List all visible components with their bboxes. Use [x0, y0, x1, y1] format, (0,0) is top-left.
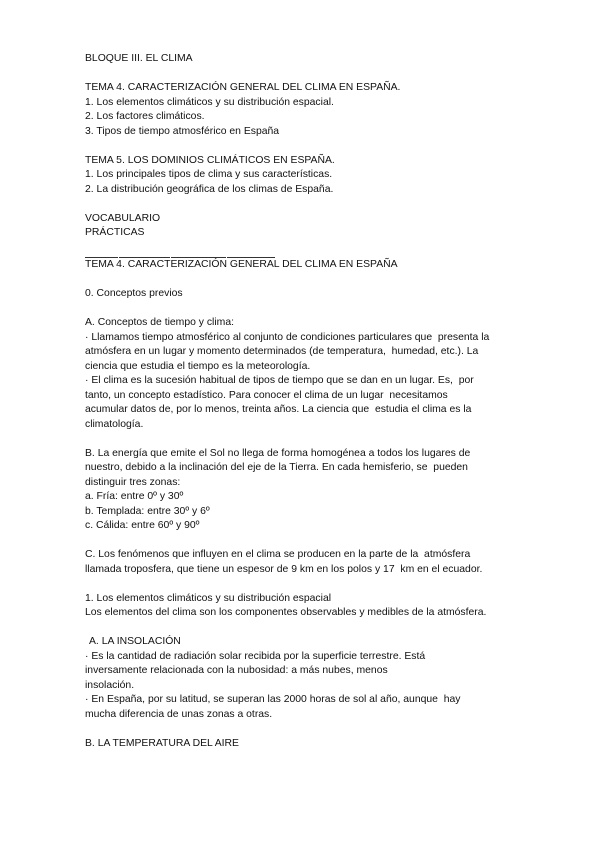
paragraph-line: llamada troposfera, que tiene un espesor de 9 km en los polos y 17 km en el ecuador. — [85, 563, 483, 575]
document-body — [85, 52, 525, 751]
paragraph-line: atmósfera en un lugar y momento determinados (de temperatura, humedad, etc.). La — [85, 346, 479, 357]
concepts-title: A. Conceptos de tiempo y clima: — [85, 317, 235, 328]
paragraph-line: · Llamamos tiempo atmosférico al conjunto de condiciones particulares que presenta la — [85, 331, 490, 343]
tema5-index-item: 1. Los principales tipos de clima y sus características. — [85, 169, 333, 180]
paragraph-line: · En España, por su latitud, se superan las 2000 horas de sol al año, aunque hay — [85, 694, 461, 705]
section1-title: 1. Los elementos climáticos y su distribución espacial — [85, 592, 332, 604]
paragraph-line: inversamente relacionada con la nubosidad: a más nubes, menos — [85, 665, 388, 676]
paragraph-line: B. La energía que emite el Sol no llega de forma homogénea a todos los lugares de — [85, 447, 471, 459]
paragraph-line: tanto, un concepto estadístico. Para conocer el clima de un lugar necesitamos — [85, 389, 448, 401]
section0-title: 0. Conceptos previos — [85, 288, 183, 299]
zone-item: a. Fría: entre 0º y 30º — [85, 491, 184, 502]
tema5-index-title: TEMA 5. LOS DOMINIOS CLIMÁTICOS EN ESPAÑA. — [85, 154, 335, 166]
paragraph-line: · Es la cantidad de radiación solar recibida por la superficie terrestre. Está — [85, 650, 426, 662]
paragraph-line: climatología. — [85, 418, 144, 430]
paragraph-line: ciencia que estudia el tiempo es la meteorología. — [85, 360, 311, 372]
zone-item: c. Cálida: entre 60º y 90º — [85, 520, 200, 531]
tema4-index-item: 3. Tipos de tiempo atmosférico en España — [85, 125, 280, 137]
paragraph-line: · El clima es la sucesión habitual de tipos de tiempo que se dan en un lugar. Es, por — [85, 375, 474, 386]
block-title: BLOQUE III. EL CLIMA — [85, 53, 193, 64]
tema4-index-item: 2. Los factores climáticos. — [85, 111, 205, 122]
temperatura-title: B. LA TEMPERATURA DEL AIRE — [85, 737, 239, 749]
insolacion-title: A. LA INSOLACIÓN — [89, 636, 181, 647]
practicas-label: PRÁCTICAS — [85, 227, 145, 238]
tema4-heading: TEMA 4. CARACTERIZACIÓN GENERAL DEL CLIMA EN ESPAÑA — [85, 259, 398, 270]
paragraph-line: mucha diferencia de unas zonas a otras. — [85, 708, 273, 720]
tema4-index-title: TEMA 4. CARACTERIZACIÓN GENERAL DEL CLIMA EN ESPAÑA. — [85, 82, 401, 93]
tema5-index-item: 2. La distribución geográfica de los climas de España. — [85, 183, 334, 195]
paragraph-line: Los elementos del clima son los componentes observables y medibles de la atmósfera. — [85, 607, 487, 618]
paragraph-line: distinguir tres zonas: — [85, 476, 181, 488]
zone-item: b. Templada: entre 30º y 6º — [85, 505, 210, 517]
paragraph-line: C. Los fenómenos que influyen en el clima se producen en la parte de la atmósfera — [85, 549, 471, 560]
tema4-index-item: 1. Los elementos climáticos y su distribución espacial. — [85, 96, 334, 108]
paragraph-line: nuestro, debido a la inclinación del eje de la Tierra. En cada hemisferio, se pueden — [85, 462, 468, 473]
paragraph-line: acumular datos de, por lo menos, treinta años. La ciencia que estudia el clima es la — [85, 404, 472, 415]
vocabulario-label: VOCABULARIO — [85, 212, 161, 224]
separator-rule — [85, 257, 275, 258]
paragraph-line: insolación. — [85, 679, 135, 691]
